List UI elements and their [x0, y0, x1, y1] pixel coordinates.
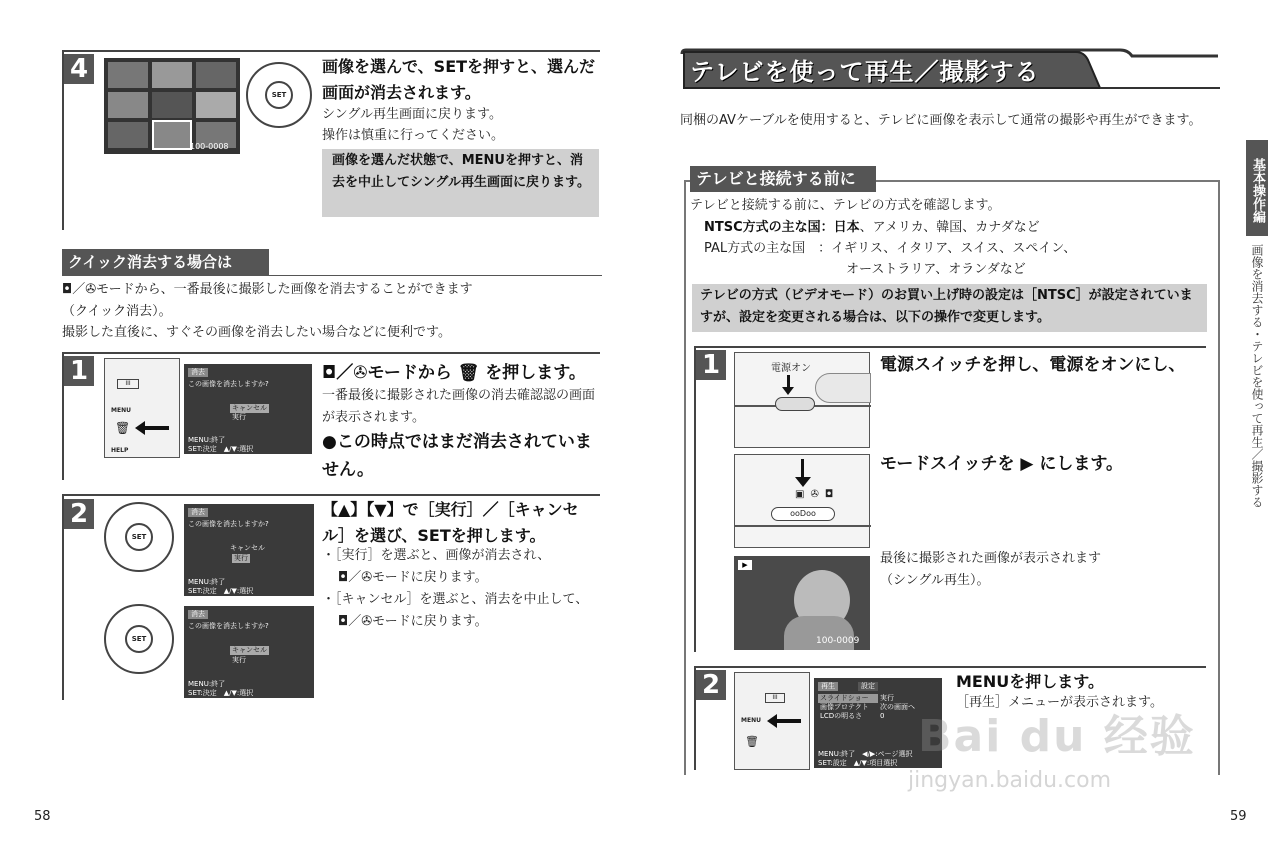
r-step2-number: 2: [696, 670, 726, 700]
lcd-menu-r2a: 画像プロテクト: [820, 703, 869, 711]
lcd-delete-cancel-selected: [184, 606, 314, 698]
pointer-arrowhead: [135, 421, 145, 435]
lcd-tab: 消去: [188, 368, 208, 377]
camera-menu-label: MENU: [111, 407, 131, 414]
lcd-menu-r3a: LCDの明るさ: [820, 712, 863, 720]
camera-back-illustration: III MENU 🗑 HELP: [104, 358, 180, 458]
thumbnail-grid-image: [104, 58, 240, 154]
step1-rule: [62, 352, 600, 354]
step4-heading: 画像を選んで、SETを押すと、選んだ画面が消去されます。: [322, 57, 596, 102]
lcd-menu-footer2: SET:設定 ▲/▼:項目選択: [818, 759, 898, 767]
lcd-menu-tab2: 設定: [858, 682, 878, 691]
step4-rule: [62, 50, 600, 52]
step2-bullet2: ・［キャンセル］を選ぶと、消去を中止して、: [322, 592, 589, 607]
before-connect-title: テレビと接続する前に: [690, 166, 876, 192]
power-on-label: 電源オン: [771, 363, 811, 374]
step2-heading: 【▲】【▼】で［実行］／［キャンセル］を選び、SETを押します。: [322, 500, 579, 545]
quick-delete-title: クイック消去する場合は: [62, 249, 269, 275]
lcd-menu-r2b: 次の画面へ: [880, 703, 915, 711]
pal-label: PAL方式の主な国 ：: [704, 241, 832, 256]
step4-note-box: [322, 149, 599, 217]
before-line1: テレビと接続する前に、テレビの方式を確認します。: [690, 198, 1001, 213]
step4-note: 画像を選んだ状態で、MENUを押すと、消去を中止してシングル再生画面に戻ります。: [332, 153, 590, 190]
lcd-delete-confirm: [184, 364, 312, 454]
lcd2b-footer2: SET:決定 ▲/▼:選択: [188, 689, 254, 697]
quick-delete-p1: ◘／✇モードから、一番最後に撮影した画像を消去することができます: [62, 282, 473, 297]
lcd-cancel-option: キャンセル: [232, 404, 267, 412]
page-number-left: 58: [34, 809, 51, 824]
lcd-footer2: SET:決定 ▲/▼:選択: [188, 445, 254, 453]
lcd-menu-r1a: スライドショー: [818, 694, 878, 703]
step4-line1: シングル再生画面に戻ります。: [322, 107, 502, 122]
page-number-right: 59: [1230, 809, 1247, 824]
step4-line2: 操作は慎重に行ってください。: [322, 128, 505, 143]
step1-heading: ◘／✇モードから 🗑 を押します。: [322, 363, 586, 383]
set-dial-up-label: SET: [125, 523, 153, 551]
step2-bullet1b: ◘／✇モードに戻ります。: [338, 570, 488, 585]
mode-switch-illustration: ▣✇◘ ooDoo: [734, 454, 870, 548]
lcd2b-exec: 実行: [232, 656, 246, 664]
lcd2a-exec: 実行: [234, 554, 248, 562]
mode-icons: ▣✇◘: [795, 489, 840, 500]
ntsc-row: [704, 217, 1224, 239]
r-step2-heading: MENUを押します。: [956, 672, 1104, 691]
quick-delete-p2: （クイック消去）。: [62, 304, 172, 319]
step1-line1: 一番最後に撮影された画像の消去確認認の画面が表示されます。: [322, 388, 596, 425]
r-step1-rule: [694, 346, 1206, 348]
set-dial-down-illustration: [104, 604, 174, 674]
lcd2a-tab: 消去: [188, 508, 208, 517]
photo-file-label: 100-0009: [816, 636, 860, 646]
r-step1-text4: （シングル再生）。: [880, 573, 990, 588]
camera-help-label: HELP: [111, 447, 129, 454]
pal-line1: イギリス、イタリア、スイス、スペイン、: [831, 241, 1077, 256]
lcd-menu-r3b: 0: [880, 712, 885, 720]
side-tab-basic-ops: 基本操作編: [1246, 140, 1268, 236]
lcd2a-question: この画像を消去しますか?: [188, 520, 269, 528]
r-step1-number: 1: [696, 350, 726, 380]
r-step2-line1: ［再生］メニューが表示されます。: [956, 695, 1163, 710]
lcd-question: この画像を消去しますか?: [188, 380, 269, 388]
lcd2a-footer1: MENU:終了: [188, 578, 226, 586]
ntsc-rest: 、アメリカ、韓国、カナダなど: [859, 220, 1040, 235]
lcd2b-question: この画像を消去しますか?: [188, 622, 269, 630]
page-title: テレビを使って再生／撮影する: [690, 58, 1040, 86]
lcd2b-tab: 消去: [188, 610, 208, 619]
power-arrow: [782, 387, 794, 395]
r-step1-text1: 電源スイッチを押し、電源をオンにし、: [880, 355, 1186, 375]
step2-rule: [62, 494, 600, 496]
step2-bullet2b: ◘／✇モードに戻ります。: [338, 614, 488, 629]
baidu-watermark-url: jingyan.baidu.com: [908, 768, 1112, 793]
lcd-menu-r1b: 実行: [880, 694, 894, 702]
intro-text: 同梱のAVケーブルを使用すると、テレビに画像を表示して通常の撮影や再生ができます。: [680, 113, 1202, 128]
pal-line2: オーストラリア、オランダなど: [846, 262, 1026, 277]
lcd-footer1: MENU:終了: [188, 436, 226, 444]
r-step1-side-rule: [694, 346, 696, 652]
camera-menu-illustration: III MENU 🗑: [734, 672, 810, 770]
lcd2b-cancel: キャンセル: [232, 646, 267, 654]
thumbnail-file-label: 100-0008: [190, 142, 229, 151]
r-camera-menu-label: MENU: [741, 717, 761, 724]
ntsc-label: NTSC方式の主な国：: [704, 220, 834, 235]
lcd2a-cancel: キャンセル: [230, 544, 265, 552]
step2-number: 2: [64, 499, 94, 529]
ntsc-japan: 日本: [833, 220, 860, 235]
set-dial-down-label: SET: [125, 625, 153, 653]
set-dial-illustration: [246, 62, 312, 128]
side-tab-section: 画像を消去する・テレビを使って再生／撮影する: [1250, 244, 1264, 508]
r-step1-text3: 最後に撮影された画像が表示されます: [880, 551, 1102, 566]
before-note-box: [692, 284, 1207, 332]
lcd2b-footer1: MENU:終了: [188, 680, 226, 688]
playback-icon: ▶: [738, 560, 752, 570]
set-dial-up-illustration: [104, 502, 174, 572]
step1-number: 1: [64, 356, 94, 386]
step2-bullet1: ・［実行］を選ぶと、画像が消去され、: [322, 548, 551, 563]
trash-button-icon: 🗑: [115, 421, 131, 435]
pointer-arrow: [141, 426, 169, 430]
baby-photo-playback: [734, 556, 870, 650]
set-dial-label: SET: [265, 81, 293, 109]
r-step1-text2: モードスイッチを ▶ にします。: [880, 454, 1124, 474]
quick-delete-rule: [62, 275, 602, 276]
menu-pointer-arrow: [767, 714, 777, 728]
lcd2a-footer2: SET:決定 ▲/▼:選択: [188, 587, 254, 595]
pal-row: [704, 238, 1224, 260]
lcd-exec-option: 実行: [232, 413, 246, 421]
lcd-menu-footer1: MENU:終了 ◀/▶:ページ選択: [818, 750, 913, 758]
power-button-illustration: [734, 352, 870, 448]
lcd-delete-exec-selected: [184, 504, 314, 596]
lcd-menu-tab1: 再生: [818, 682, 838, 691]
before-note: テレビの方式（ビデオモード）のお買い上げ時の設定は［NTSC］が設定されていますが、設定を変更される場合は、以下の操作で変更します。: [700, 288, 1193, 325]
step4-number: 4: [64, 54, 94, 84]
mode-arrow: [795, 477, 811, 487]
quick-delete-p3: 撮影した直後に、すぐその画像を消去したい場合などに便利です。: [62, 325, 451, 340]
r-step2-rule: [694, 666, 1206, 668]
baidu-watermark: Bai du 经验: [918, 711, 1196, 762]
r-trash-icon: 🗑: [745, 735, 759, 748]
step1-bullet: ●この時点ではまだ消去されていません。: [322, 432, 592, 480]
